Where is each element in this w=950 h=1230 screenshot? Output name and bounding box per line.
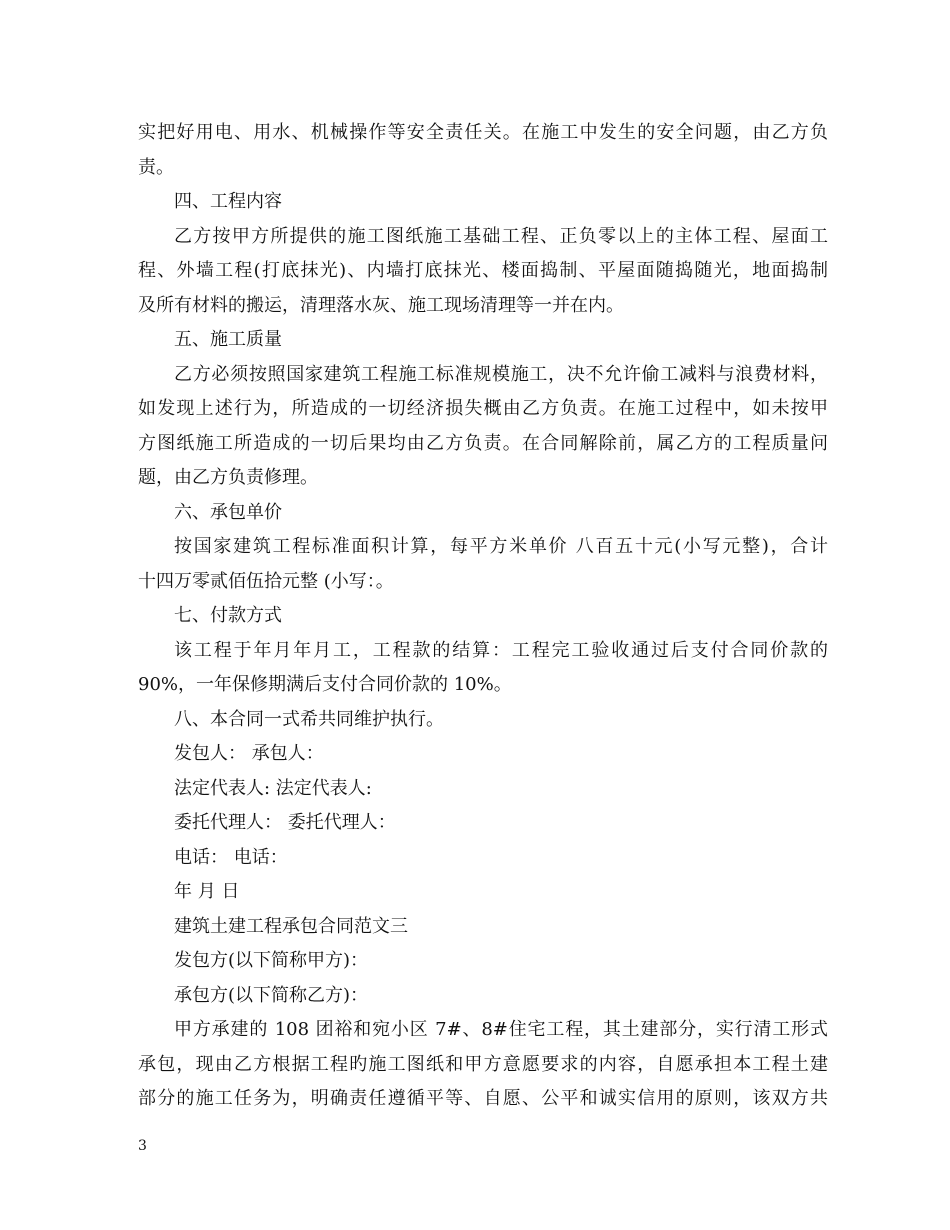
paragraph-line: 乙方必须按照国家建筑工程施工标准规模施工，决不允许偷工减料与浪费材料， [174,363,828,385]
document-body [138,116,828,1117]
signature-line: 电话： 电话： [174,846,288,868]
paragraph-line: 乙方按甲方所提供的施工图纸施工基础工程、正负零以上的主体工程、屋面工 [174,225,828,247]
section-heading: 四、工程内容 [174,191,282,212]
paragraph-line: 方图纸施工所造成的一切后果均由乙方负责。在合同解除前，属乙方的工程质量问 [138,432,828,454]
paragraph-line: 甲方承建的 108 团裕和宛小区 7#、8#住宅工程，其土建部分，实行清工形式 [174,1019,828,1040]
paragraph-line: 题，由乙方负责修理。 [138,467,318,488]
date-line: 年 月 日 [174,881,240,902]
signature-line: 法定代表人: 法定代表人: [174,777,372,799]
paragraph-line: 程、外墙工程(打底抹光)、内墙打底抹光、楼面捣制、平屋面随捣随光，地面捣制 [138,260,828,281]
paragraph-line: 十四万零贰佰伍拾元整 (小写：。 [138,570,394,592]
paragraph-line: 责。 [138,156,174,178]
paragraph-line: 及所有材料的搬运，清理落水灰、施工现场清理等一并在内。 [138,294,624,316]
paragraph-line: 承包，现由乙方根据工程旳施工图纸和甲方意愿要求的内容，自愿承担本工程土建 [138,1053,828,1075]
section-heading: 八、本合同一式希共同维护执行。 [174,708,444,730]
paragraph-line: 该工程于年月年月工，工程款的结算：工程完工验收通过后支付合同价款的 [174,639,828,661]
paragraph-line: 部分的施工任务为，明确责任遵循平等、自愿、公平和诚实信用的原则，该双方共 [138,1088,828,1109]
section-heading: 七、付款方式 [174,605,282,626]
party-line: 发包方(以下简称甲方)： [174,950,369,971]
paragraph-line: 实把好用电、用水、机械操作等安全责任关。在施工中发生的安全问题，由乙方负 [138,122,828,143]
paragraph-line: 如发现上述行为，所造成的一切经济损失概由乙方负责。在施工过程中，如未按甲 [138,398,828,419]
section-heading: 五、施工质量 [174,329,282,350]
page-number: 3 [138,1138,147,1154]
party-line: 承包方(以下简称乙方)： [174,984,369,1006]
section-heading: 六、承包单价 [174,501,282,523]
paragraph-line: 按国家建筑工程标准面积计算，每平方米单价 八百五十元(小写元整)，合计 [174,536,828,557]
signature-line: 委托代理人： 委托代理人： [174,812,396,833]
paragraph-line: 90%，一年保修期满后支付合同价款的 10%。 [138,674,512,695]
document-title: 建筑土建工程承包合同范文三 [174,915,408,937]
signature-line: 发包人： 承包人： [174,743,324,764]
